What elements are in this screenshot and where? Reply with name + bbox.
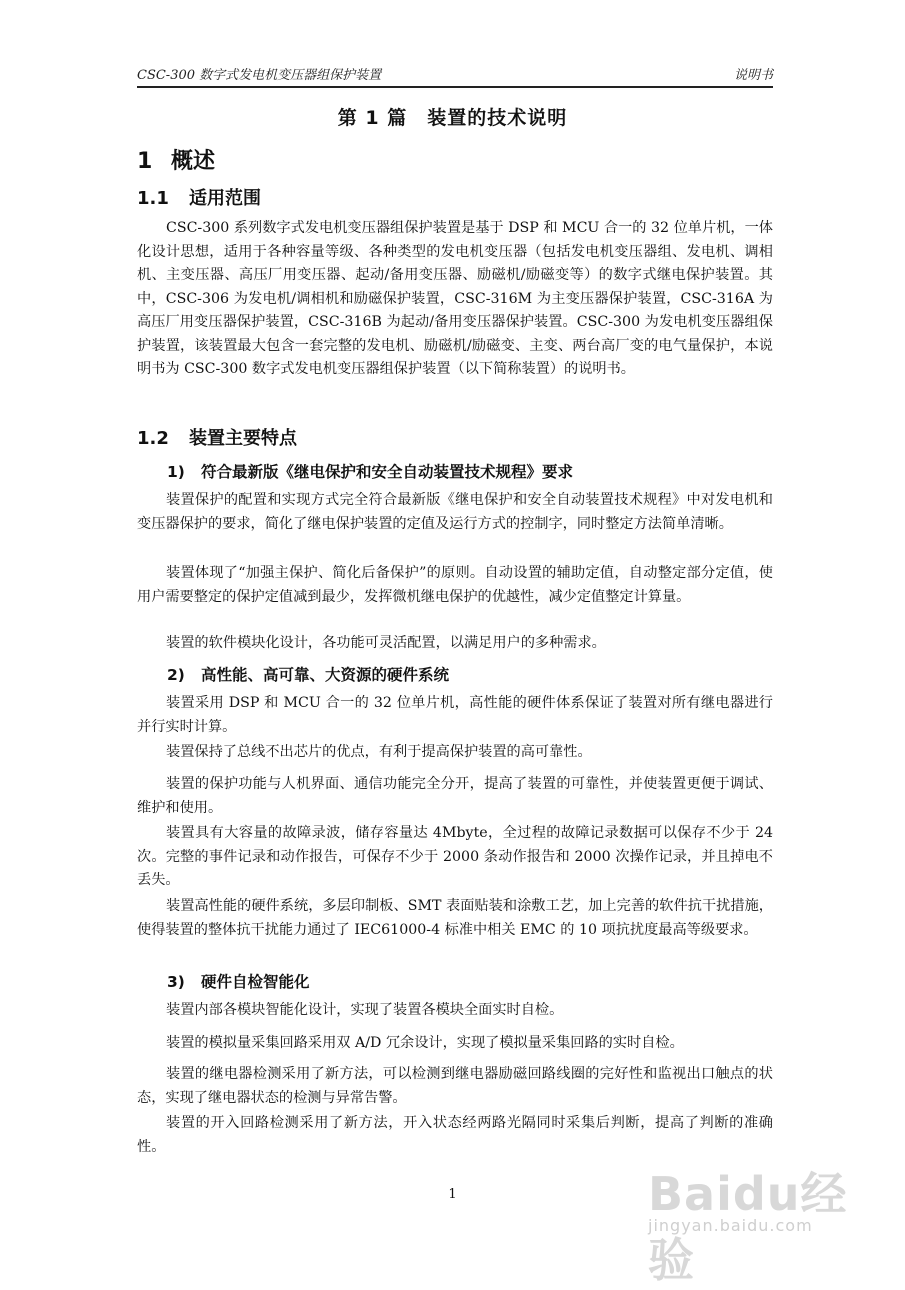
section-1-1-number: 1.1 bbox=[137, 188, 169, 209]
section-1-2-title: 装置主要特点 bbox=[189, 428, 297, 449]
feature-3-heading bbox=[167, 970, 310, 992]
feature-2-number: 2) bbox=[167, 666, 185, 684]
baidu-watermark bbox=[648, 1158, 893, 1287]
feature-3-title: 硬件自检智能化 bbox=[201, 973, 310, 991]
watermark-url: jingyan.baidu.com bbox=[648, 1216, 813, 1235]
page-header bbox=[137, 64, 773, 88]
feature-3-paragraph-4: 装置的开入回路检测采用了新方法，开入状态经两路光隔同时采集后判断，提高了判断的准确性。 bbox=[137, 1115, 773, 1155]
feature-2-paragraph-2: 装置保持了总线不出芯片的优点，有利于提高保护装置的高可靠性。 bbox=[166, 744, 592, 760]
section-1-title: 概述 bbox=[171, 149, 216, 174]
feature-2-heading bbox=[167, 663, 449, 685]
feature-1-paragraph-2: 装置体现了“加强主保护、简化后备保护”的原则。自动设置的辅助定值，自动整定部分定值，使用户需要整定的保护定值减到最少，发挥微机继电保护的优越性，减少定值整定计算量。 bbox=[137, 565, 773, 605]
section-1-heading bbox=[137, 144, 215, 175]
page-number: 1 bbox=[448, 1187, 457, 1202]
watermark-logo: Baidu经验 bbox=[648, 1167, 848, 1287]
part-title: 第 1 篇 装置的技术说明 bbox=[337, 107, 568, 129]
header-doc-title: CSC-300 数字式发电机变压器组保护装置 bbox=[137, 68, 382, 83]
feature-1-paragraph-3: 装置的软件模块化设计，各功能可灵活配置，以满足用户的多种需求。 bbox=[166, 635, 606, 651]
feature-1-number: 1) bbox=[167, 463, 185, 481]
header-doc-type: 说明书 bbox=[733, 68, 773, 83]
feature-2-title: 高性能、高可靠、大资源的硬件系统 bbox=[201, 666, 450, 684]
section-1-number: 1 bbox=[137, 149, 153, 174]
section-1-2-heading bbox=[137, 424, 297, 450]
feature-2-paragraph-1: 装置采用 DSP 和 MCU 合一的 32 位单片机，高性能的硬件体系保证了装置对所有继电器进行并行实时计算。 bbox=[137, 695, 773, 735]
feature-1-title: 符合最新版《继电保护和安全自动装置技术规程》要求 bbox=[201, 463, 574, 481]
feature-2-paragraph-3: 装置的保护功能与人机界面、通信功能完全分开，提高了装置的可靠性，并使装置更便于调试、维护和使用。 bbox=[137, 776, 773, 816]
feature-3-number: 3) bbox=[167, 973, 185, 991]
feature-2-paragraph-5: 装置高性能的硬件系统，多层印制板、SMT 表面贴装和涂敷工艺，加上完善的软件抗干扰措施，使得装置的整体抗干扰能力通过了 IEC61000-4 标准中相关 EMC 的 10 项抗扰度最高等级要求。 bbox=[137, 898, 773, 938]
section-1-1-paragraph: CSC-300 系列数字式发电机变压器组保护装置是基于 DSP 和 MCU 合一的 32 位单片机，一体化设计思想，适用于各种容量等级、各种类型的发电机变压器（包括发电机变压器组、发电机、调相机、主变压器、高压厂用变压器、起动/备用变压器、励磁机/励磁变等）的数字式继电保护装置。其中，CSC-306 为发电机/调相机和励磁保护装置，CSC-316M 为主变压器保护装置，CSC-316A 为高压厂用变压器保护装置，CSC-316B 为起动/备用变压器保护装置。CSC-300 为发电机变压器组保护装置，该装置最大包含一套完整的发电机、励磁机/励磁变、主变、两台高厂变的电气量保护，本说明书为 CSC-300 数字式发电机变压器组保护装置（以下简称装置）的说明书。 bbox=[137, 220, 773, 377]
feature-2-paragraph-4: 装置具有大容量的故障录波，储存容量达 4Mbyte，全过程的故障记录数据可以保存不少于 24 次。完整的事件记录和动作报告，可保存不少于 2000 条动作报告和 2000 次操作记录，并且掉电不丢失。 bbox=[137, 825, 773, 888]
section-1-2-number: 1.2 bbox=[137, 428, 169, 449]
feature-3-paragraph-2: 装置的模拟量采集回路采用双 A/D 冗余设计，实现了模拟量采集回路的实时自检。 bbox=[166, 1035, 684, 1051]
section-1-1-title: 适用范围 bbox=[189, 188, 261, 209]
feature-3-paragraph-1: 装置内部各模块智能化设计，实现了装置各模块全面实时自检。 bbox=[166, 1002, 564, 1018]
feature-1-heading bbox=[167, 460, 573, 482]
feature-1-paragraph-1: 装置保护的配置和实现方式完全符合最新版《继电保护和安全自动装置技术规程》中对发电机和变压器保护的要求，简化了继电保护装置的定值及运行方式的控制字，同时整定方法简单清晰。 bbox=[137, 492, 773, 532]
feature-3-paragraph-3: 装置的继电器检测采用了新方法，可以检测到继电器励磁回路线圈的完好性和监视出口触点的状态，实现了继电器状态的检测与异常告警。 bbox=[137, 1066, 773, 1106]
section-1-1-heading bbox=[137, 184, 261, 210]
